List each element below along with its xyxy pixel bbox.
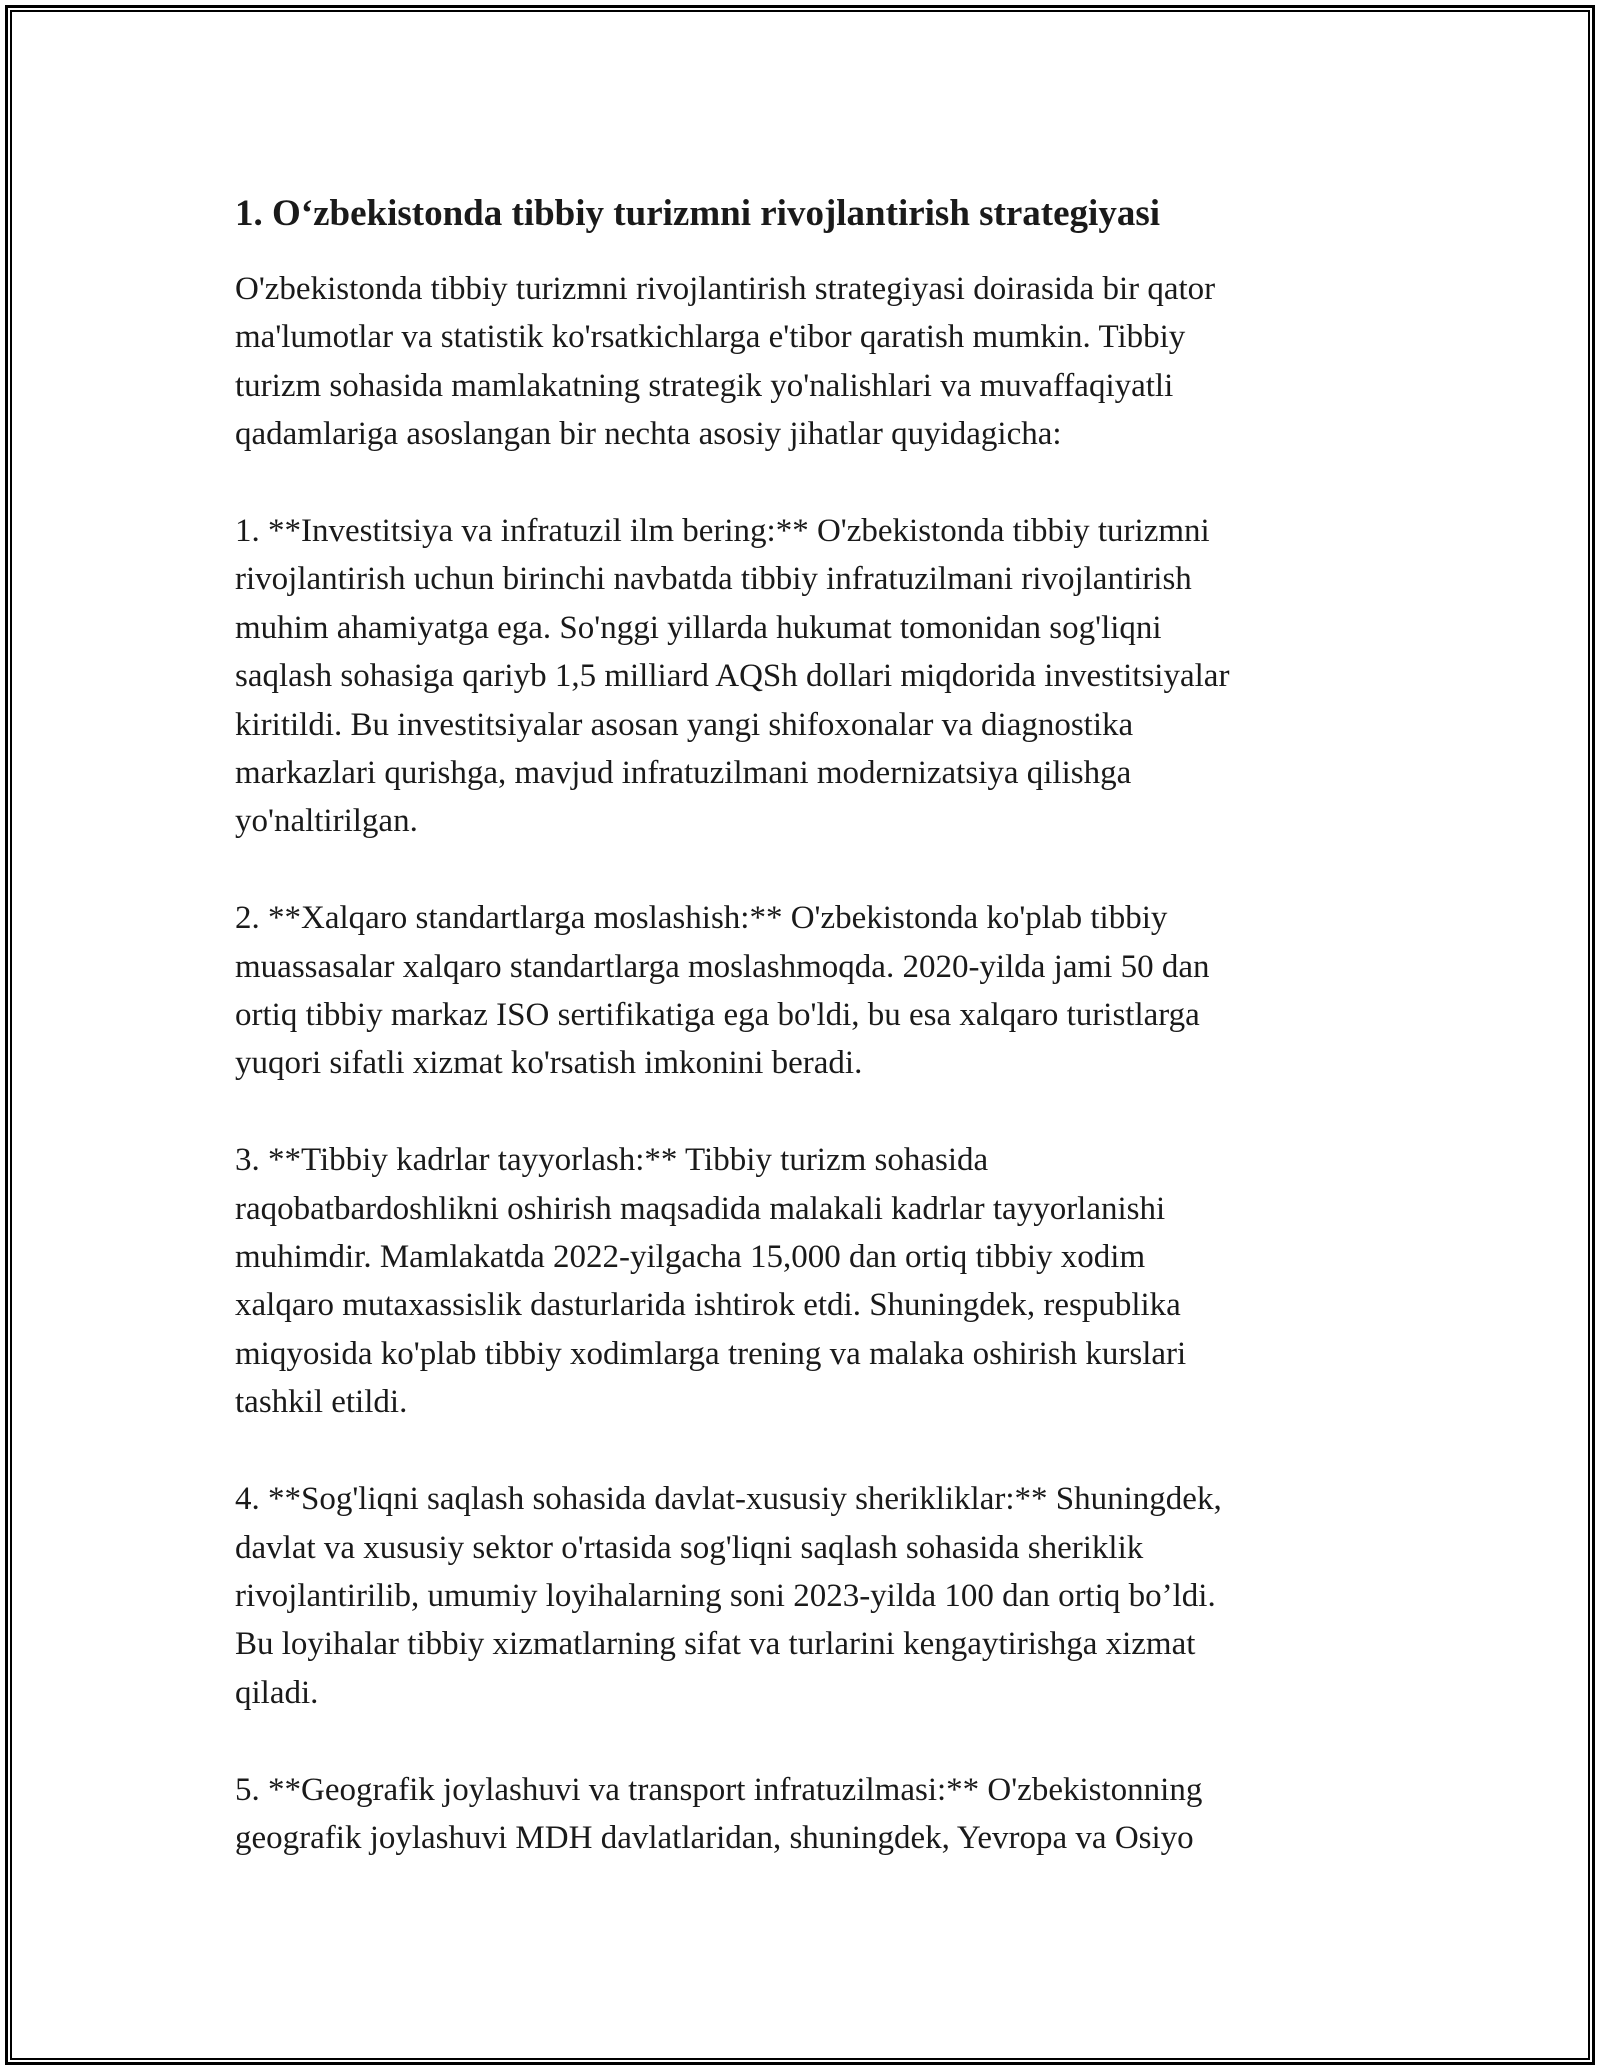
list-item-3 [235, 1136, 1365, 1426]
text-line: qadamlariga asoslangan bir nechta asosiy jihatlar quyidagicha: [235, 416, 1062, 453]
paragraph-gap [235, 1717, 1365, 1765]
text-line: 3. **Tibbiy kadrlar tayyorlash:** Tibbiy turizm sohasida [235, 1142, 989, 1179]
intro-paragraph [235, 265, 1365, 459]
list-item-2 [235, 894, 1365, 1088]
text-line: kiritildi. Bu investitsiyalar asosan yangi shifoxonalar va diagnostika [235, 706, 1134, 743]
text-line: davlat va xususiy sektor o'rtasida sog'liqni saqlash sohasida sheriklik [235, 1529, 1144, 1566]
text-line: markazlari qurishga, mavjud infratuzilmani modernizatsiya qilishga [235, 755, 1132, 792]
text-line: Bu loyihalar tibbiy xizmatlarning sifat va turlarini kengaytirishga xizmat [235, 1626, 1196, 1663]
list-item-5 [235, 1766, 1365, 1863]
text-line: muhim ahamiyatga ega. So'nggi yillarda hukumat tomonidan sog'liqni [235, 609, 1162, 646]
text-line: saqlash sohasiga qariyb 1,5 milliard AQSh dollari miqdorida investitsiyalar [235, 658, 1230, 695]
list-item-4 [235, 1475, 1365, 1717]
paragraph-gap [235, 1427, 1365, 1475]
document-title: 1. O‘zbekistonda tibbiy turizmni rivojlantirish strategiyasi [235, 193, 1160, 234]
text-line: yuqori sifatli xizmat ko'rsatish imkonini beradi. [235, 1045, 863, 1082]
text-line: 4. **Sog'liqni saqlash sohasida davlat-xususiy sherikliklar:** Shuningdek, [235, 1481, 1222, 1518]
text-line: O'zbekistonda tibbiy turizmni rivojlantirish strategiyasi doirasida bir qator [235, 271, 1216, 307]
text-line: 1. **Investitsiya va infratuzil ilm bering:** O'zbekistonda tibbiy turizmni [235, 513, 1210, 550]
text-line: 2. **Xalqaro standartlarga moslashish:** O'zbekistonda ko'plab tibbiy [235, 900, 1168, 937]
text-line: turizm sohasida mamlakatning strategik yo'nalishlari va muvaffaqiyatli [235, 367, 1174, 404]
document-body [235, 185, 1365, 1862]
paragraph-gap [235, 846, 1365, 894]
text-line: qiladi. [235, 1674, 319, 1711]
paragraph-gap [235, 1088, 1365, 1136]
text-line: 5. **Geografik joylashuvi va transport infratuzilmasi:** O'zbekistonning [235, 1771, 1203, 1808]
paragraph-gap [235, 459, 1365, 507]
text-line: rivojlantirish uchun birinchi navbatda tibbiy infratuzilmani rivojlantirish [235, 561, 1192, 598]
text-line: rivojlantirilib, umumiy loyihalarning soni 2023-yilda 100 dan ortiq bo’ldi. [235, 1577, 1216, 1614]
text-line: tashkil etildi. [235, 1384, 408, 1421]
text-line: muassasalar xalqaro standartlarga moslashmoqda. 2020-yilda jami 50 dan [235, 948, 1210, 985]
text-line: raqobatbardoshlikni oshirish maqsadida malakali kadrlar tayyorlanishi [235, 1190, 1166, 1227]
text-line: miqyosida ko'plab tibbiy xodimlarga trening va malaka oshirish kurslari [235, 1335, 1187, 1372]
text-line: yo'naltirilgan. [235, 803, 418, 840]
text-line: muhimdir. Mamlakatda 2022-yilgacha 15,000 dan ortiq tibbiy xodim [235, 1239, 1146, 1276]
text-line: ma'lumotlar va statistik ko'rsatkichlarga e'tibor qaratish mumkin. Tibbiy [235, 319, 1186, 356]
list-item-1 [235, 507, 1365, 846]
text-line: ortiq tibbiy markaz ISO sertifikatiga ega bo'ldi, bu esa xalqaro turistlarga [235, 997, 1200, 1034]
text-line: geografik joylashuvi MDH davlatlaridan, shuningdek, Yevropa va Osiyo [235, 1819, 1194, 1856]
text-line: xalqaro mutaxassislik dasturlarida ishtirok etdi. Shuningdek, respublika [235, 1287, 1181, 1324]
